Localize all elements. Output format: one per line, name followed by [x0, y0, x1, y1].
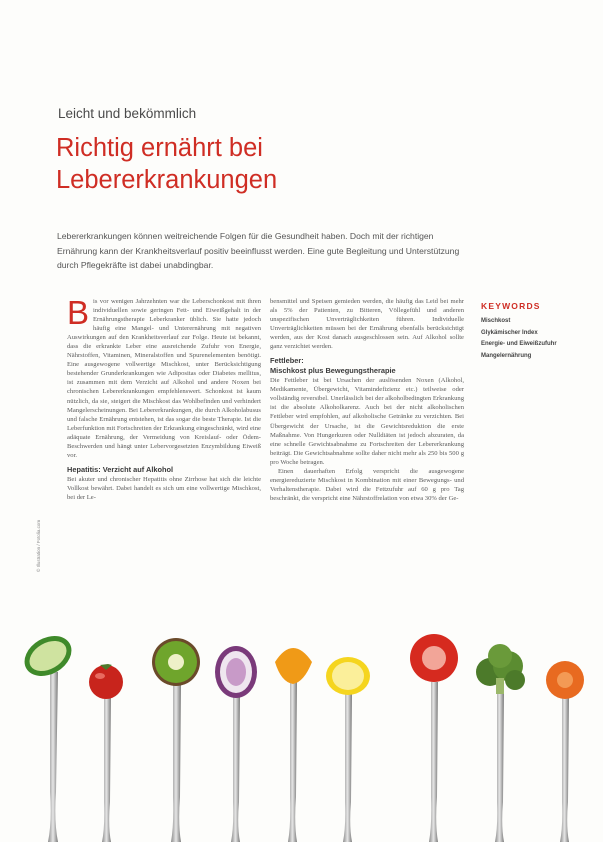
tomato — [89, 664, 123, 699]
kiwi — [152, 638, 200, 686]
keywords-box — [481, 301, 581, 364]
carrot-slice — [546, 661, 584, 699]
fork-5 — [288, 682, 297, 842]
subheading-fettleber — [270, 356, 464, 376]
cucumber-slice — [17, 628, 78, 684]
column1-intro: is vor wenigen Jahrzehnten war die Leberschonkost mit ihren individuellen sowie geringen Fett- und Eiweißgehalt in der Ernährungstherapie Leberkranker üblich. Sie hatte jedoch häufig eine Mangel- und Unterernährung mit negativen Auswirkungen auf den Krankheitsverlauf zur Folge. Heute ist bekannt, dass die erkrankte Leber eine ausreichende Zufuhr von Energie, Nährstoffen, Vitaminen, Mineralstoffen und Spurenelementen benötigt. Eine ausgewogene vollwertige Mischkost, unter Berücksichtigung bestehender Grunderkrankungen wie Adipositas oder Diabetes mellitus, ist zusammen mit dem Verzicht auf Alkohol und andere Noxen bei chronischen Lebererkrankungen empfehlenswert. Schonkost ist kaum nützlich, da sie, steigert die Mischkost das Wohlbefinden und verhindert Mangelerscheinungen. Bei Lebererkrankungen, die durch Alkoholabusus und falsche Ernährung entstehen, ist das sogar die beste Therapie. Ist die Leberfunktion mit Fortschreiten der Erkrankung eingeschränkt, wird eine adäquate Ernährung, der Vermeidung von Kreislauf- oder Ödem-Beschwerden und hängt unter Lebervorgesetzten Enzymbildung Eiweiß vor. — [67, 298, 261, 459]
column1-body: Bei akuter und chronischer Hepatitis ohne Zirrhose hat sich die leichte Vollkost bewährt. Dabei handelt es sich um eine vollwertige Mischkost, bei der Le- — [67, 475, 261, 501]
broccoli — [476, 644, 525, 694]
article-title: Richtig ernährt bei Lebererkrankungen — [56, 134, 278, 194]
column2-body: Die Fettleber ist bei Ursachen der auslösenden Noxen (Alkohol, Medikamente, Übergewicht, Vitamindefizienz etc.) teilweise oder vollständig reversibel. Unerlässlich bei der alkoholbedingten Erkrankung ist die absolute Alkoholkarenz. Auch bei der nicht alkoholischen Fettleber wird empfohlen, auf alkoholische Getränke zu verzichten. Bei Übergewicht der Ursache, ist die Gewichtsreduktion die erste Maßnahme. Von Hungerkuren oder Nulldiäten ist jedoch abzuraten, da eine schnelle Gewichtsabnahme zu Fortschreiten der Lebererkrankung beiträgt. Die Gewichtsabnahme sollte daher nicht mehr als 250 bis 500 g pro Woche betragen. — [270, 377, 464, 466]
fork-7 — [429, 682, 438, 842]
tomato-slice — [410, 634, 458, 682]
article-lead: Lebererkrankungen können weitreichende Folgen für die Gesundheit haben. Doch mit der richtigen Ernährung kann der Krankheitsverlauf positiv beeinflusst werden. Eine gute Begleitung und Unterstützung durch Pflegekräfte ist dabei unabdingbar. — [57, 231, 460, 270]
lemon — [326, 657, 370, 695]
fork-6 — [343, 692, 352, 842]
keyword-item: Mischkost — [481, 318, 511, 324]
orange-pepper — [275, 648, 312, 684]
fork-1 — [48, 672, 58, 842]
fork-2 — [102, 692, 111, 842]
fork-9 — [560, 697, 569, 842]
column2-body2: Einen dauerhaften Erfolg verspricht die ausgewogene energiereduzierte Mischkost in Kombination mit einer Bewegungs- und Verhaltenstherapie. Dabei wird die Fettzufuhr auf 60 g pro Tag beschränkt, die verspricht eine Nährstoffrelation von etwa 30% der Ge- — [270, 467, 464, 502]
fork-3 — [171, 682, 181, 842]
image-credit: © Illustration / Fotolia.com — [36, 519, 41, 572]
red-onion — [215, 646, 257, 698]
subheading-hepatitis: Hepatitis: Verzicht auf Alkohol — [67, 464, 174, 474]
subheading-fettleber-line2: Mischkost plus Bewegungstherapie — [270, 366, 396, 376]
keyword-item: Glykämischer Index — [481, 329, 538, 336]
keyword-item: Mangelernährung — [481, 352, 532, 359]
subheading-fettleber-line1: Fettleber: — [270, 356, 304, 366]
section-rubric: Leicht und bekömmlich — [58, 106, 197, 121]
keyword-item: Energie- und Eiweißzufuhr — [481, 341, 557, 347]
fork-4 — [231, 697, 240, 842]
text-column-2 — [270, 297, 464, 503]
column2-intro: bensmittel und Speisen gemieden werden, die häufig das Leid bei mehr als 5% der Patienten, zu Bitteren, Völlegefühl und anderen unspezifischen Unverträglichkeiten führen. Individuelle Unverträglichkeiten müssen bei der Ernährung ebenfalls berücksichtigt werden, aus der Kost danach ausgeschlossen sein. Auf Alkohol sollte ganz verzichtet werden. — [270, 298, 464, 351]
forks-with-vegetables-illustration — [0, 612, 603, 842]
drop-cap: B — [67, 294, 90, 331]
keywords-heading: KEYWORDS — [481, 301, 541, 311]
text-column-1 — [67, 294, 261, 502]
fork-8 — [495, 692, 504, 842]
